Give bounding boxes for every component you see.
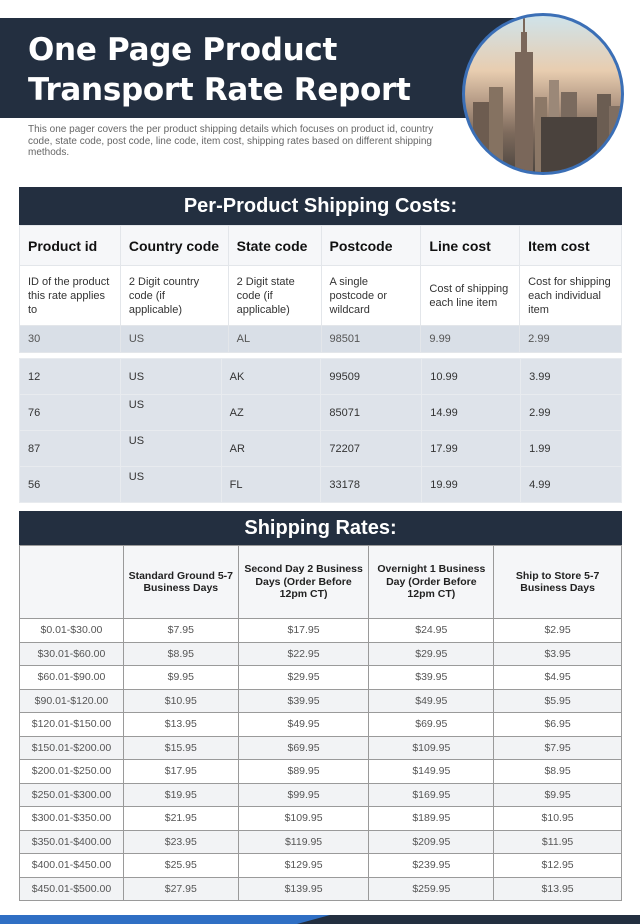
cell: 2.99 bbox=[521, 395, 622, 431]
rate-cell: $4.95 bbox=[494, 666, 622, 690]
rate-cell: $8.95 bbox=[494, 760, 622, 784]
rate-cell: $69.95 bbox=[369, 713, 494, 737]
price-range-cell: $450.01-$500.00 bbox=[20, 877, 124, 901]
desc-cell: 2 Digit state code (if applicable) bbox=[228, 266, 321, 326]
intro-text: This one pager covers the per product shipping details which focuses on product id, country code, state code, post code, line code, item cost, shipping rates based on different shipping methods. bbox=[28, 124, 434, 158]
cell: AZ bbox=[221, 395, 321, 431]
price-range-cell: $250.01-$300.00 bbox=[20, 783, 124, 807]
shipping-rates-table bbox=[19, 545, 622, 901]
cell: US bbox=[120, 326, 228, 353]
rate-cell: $89.95 bbox=[238, 760, 369, 784]
cell: 19.99 bbox=[422, 467, 521, 503]
cell: AR bbox=[221, 431, 321, 467]
price-range-cell: $60.01-$90.00 bbox=[20, 666, 124, 690]
rate-cell: $9.95 bbox=[494, 783, 622, 807]
cell: 12 bbox=[20, 359, 121, 395]
cell: 98501 bbox=[321, 326, 421, 353]
rate-cell: $189.95 bbox=[369, 807, 494, 831]
cell: 33178 bbox=[321, 467, 422, 503]
cell: 1.99 bbox=[521, 431, 622, 467]
price-range-cell: $300.01-$350.00 bbox=[20, 807, 124, 831]
price-range-cell: $30.01-$60.00 bbox=[20, 642, 124, 666]
rate-cell: $10.95 bbox=[494, 807, 622, 831]
rate-cell: $6.95 bbox=[494, 713, 622, 737]
col-range bbox=[20, 546, 124, 619]
table-row bbox=[20, 830, 622, 854]
rate-cell: $169.95 bbox=[369, 783, 494, 807]
example-row bbox=[20, 326, 622, 353]
rate-cell: $49.95 bbox=[238, 713, 369, 737]
rate-cell: $139.95 bbox=[238, 877, 369, 901]
table-row bbox=[20, 359, 622, 395]
cell: AK bbox=[221, 359, 321, 395]
rate-cell: $12.95 bbox=[494, 854, 622, 878]
city-skyline-photo bbox=[462, 13, 624, 175]
rate-cell: $109.95 bbox=[238, 807, 369, 831]
per-product-table bbox=[19, 225, 622, 353]
rate-cell: $7.95 bbox=[494, 736, 622, 760]
table-row bbox=[20, 689, 622, 713]
rate-cell: $2.95 bbox=[494, 619, 622, 643]
price-range-cell: $400.01-$450.00 bbox=[20, 854, 124, 878]
rate-cell: $17.95 bbox=[123, 760, 238, 784]
price-range-cell: $90.01-$120.00 bbox=[20, 689, 124, 713]
per-product-heading: Per-Product Shipping Costs: bbox=[19, 187, 622, 225]
rate-cell: $49.95 bbox=[369, 689, 494, 713]
cell: 10.99 bbox=[422, 359, 521, 395]
rate-cell: $259.95 bbox=[369, 877, 494, 901]
price-range-cell: $200.01-$250.00 bbox=[20, 760, 124, 784]
title-line-1: One Page Product bbox=[28, 32, 338, 68]
table-row bbox=[20, 783, 622, 807]
col-line-cost: Line cost bbox=[421, 226, 520, 266]
table-row bbox=[20, 431, 622, 467]
rate-cell: $119.95 bbox=[238, 830, 369, 854]
cell: 9.99 bbox=[421, 326, 520, 353]
rate-cell: $15.95 bbox=[123, 736, 238, 760]
table-row bbox=[20, 736, 622, 760]
cell: 2.99 bbox=[520, 326, 622, 353]
table-row bbox=[20, 807, 622, 831]
rate-cell: $109.95 bbox=[369, 736, 494, 760]
rate-cell: $209.95 bbox=[369, 830, 494, 854]
cell: 3.99 bbox=[521, 359, 622, 395]
table-header-row bbox=[20, 226, 622, 266]
rate-cell: $239.95 bbox=[369, 854, 494, 878]
rate-cell: $29.95 bbox=[238, 666, 369, 690]
footer-accent bbox=[0, 915, 330, 924]
desc-cell: Cost of shipping each line item bbox=[421, 266, 520, 326]
rate-cell: $27.95 bbox=[123, 877, 238, 901]
table-row bbox=[20, 467, 622, 503]
description-row bbox=[20, 266, 622, 326]
rate-cell: $25.95 bbox=[123, 854, 238, 878]
col-standard-ground: Standard Ground 5-7 Business Days bbox=[123, 546, 238, 619]
col-second-day: Second Day 2 Business Days (Order Before 12pm CT) bbox=[238, 546, 369, 619]
cell: 56 bbox=[20, 467, 121, 503]
cell: 85071 bbox=[321, 395, 422, 431]
col-product-id: Product id bbox=[20, 226, 121, 266]
price-range-cell: $350.01-$400.00 bbox=[20, 830, 124, 854]
rate-cell: $69.95 bbox=[238, 736, 369, 760]
cell: 87 bbox=[20, 431, 121, 467]
desc-cell: ID of the product this rate applies to bbox=[20, 266, 121, 326]
rate-cell: $10.95 bbox=[123, 689, 238, 713]
table-row bbox=[20, 619, 622, 643]
rate-cell: $11.95 bbox=[494, 830, 622, 854]
cell: 14.99 bbox=[422, 395, 521, 431]
col-overnight: Overnight 1 Business Day (Order Before 12pm CT) bbox=[369, 546, 494, 619]
page-title bbox=[28, 30, 410, 110]
col-postcode: Postcode bbox=[321, 226, 421, 266]
table-row bbox=[20, 713, 622, 737]
table-row bbox=[20, 666, 622, 690]
rate-cell: $21.95 bbox=[123, 807, 238, 831]
rate-cell: $13.95 bbox=[123, 713, 238, 737]
rate-cell: $39.95 bbox=[369, 666, 494, 690]
rate-cell: $29.95 bbox=[369, 642, 494, 666]
table-row bbox=[20, 877, 622, 901]
cell: 76 bbox=[20, 395, 121, 431]
cell: AL bbox=[228, 326, 321, 353]
per-product-rows-table bbox=[19, 358, 622, 503]
cell: US bbox=[120, 467, 221, 503]
shipping-rates-heading: Shipping Rates: bbox=[19, 511, 622, 545]
rate-cell: $9.95 bbox=[123, 666, 238, 690]
rate-cell: $17.95 bbox=[238, 619, 369, 643]
col-country-code: Country code bbox=[120, 226, 228, 266]
table-row bbox=[20, 854, 622, 878]
desc-cell: 2 Digit country code (if applicable) bbox=[120, 266, 228, 326]
rate-cell: $13.95 bbox=[494, 877, 622, 901]
price-range-cell: $120.01-$150.00 bbox=[20, 713, 124, 737]
cell: 30 bbox=[20, 326, 121, 353]
desc-cell: A single postcode or wildcard bbox=[321, 266, 421, 326]
cell: 17.99 bbox=[422, 431, 521, 467]
table-row bbox=[20, 642, 622, 666]
rate-cell: $129.95 bbox=[238, 854, 369, 878]
rate-cell: $24.95 bbox=[369, 619, 494, 643]
table-row bbox=[20, 760, 622, 784]
price-range-cell: $0.01-$30.00 bbox=[20, 619, 124, 643]
cell: FL bbox=[221, 467, 321, 503]
table-row bbox=[20, 395, 622, 431]
rate-cell: $19.95 bbox=[123, 783, 238, 807]
rate-cell: $39.95 bbox=[238, 689, 369, 713]
rate-cell: $99.95 bbox=[238, 783, 369, 807]
cell: US bbox=[120, 431, 221, 467]
cell: US bbox=[120, 395, 221, 431]
rate-cell: $3.95 bbox=[494, 642, 622, 666]
cell: 4.99 bbox=[521, 467, 622, 503]
rate-cell: $7.95 bbox=[123, 619, 238, 643]
title-line-2: Transport Rate Report bbox=[28, 72, 411, 108]
col-item-cost: Item cost bbox=[520, 226, 622, 266]
rate-cell: $23.95 bbox=[123, 830, 238, 854]
rate-cell: $22.95 bbox=[238, 642, 369, 666]
desc-cell: Cost for shipping each individual item bbox=[520, 266, 622, 326]
rate-cell: $5.95 bbox=[494, 689, 622, 713]
rate-cell: $149.95 bbox=[369, 760, 494, 784]
rates-body bbox=[20, 619, 622, 901]
col-ship-to-store: Ship to Store 5-7 Business Days bbox=[494, 546, 622, 619]
cell: 99509 bbox=[321, 359, 422, 395]
cell: US bbox=[120, 359, 221, 395]
table-header-row bbox=[20, 546, 622, 619]
rate-cell: $8.95 bbox=[123, 642, 238, 666]
cell: 72207 bbox=[321, 431, 422, 467]
price-range-cell: $150.01-$200.00 bbox=[20, 736, 124, 760]
col-state-code: State code bbox=[228, 226, 321, 266]
